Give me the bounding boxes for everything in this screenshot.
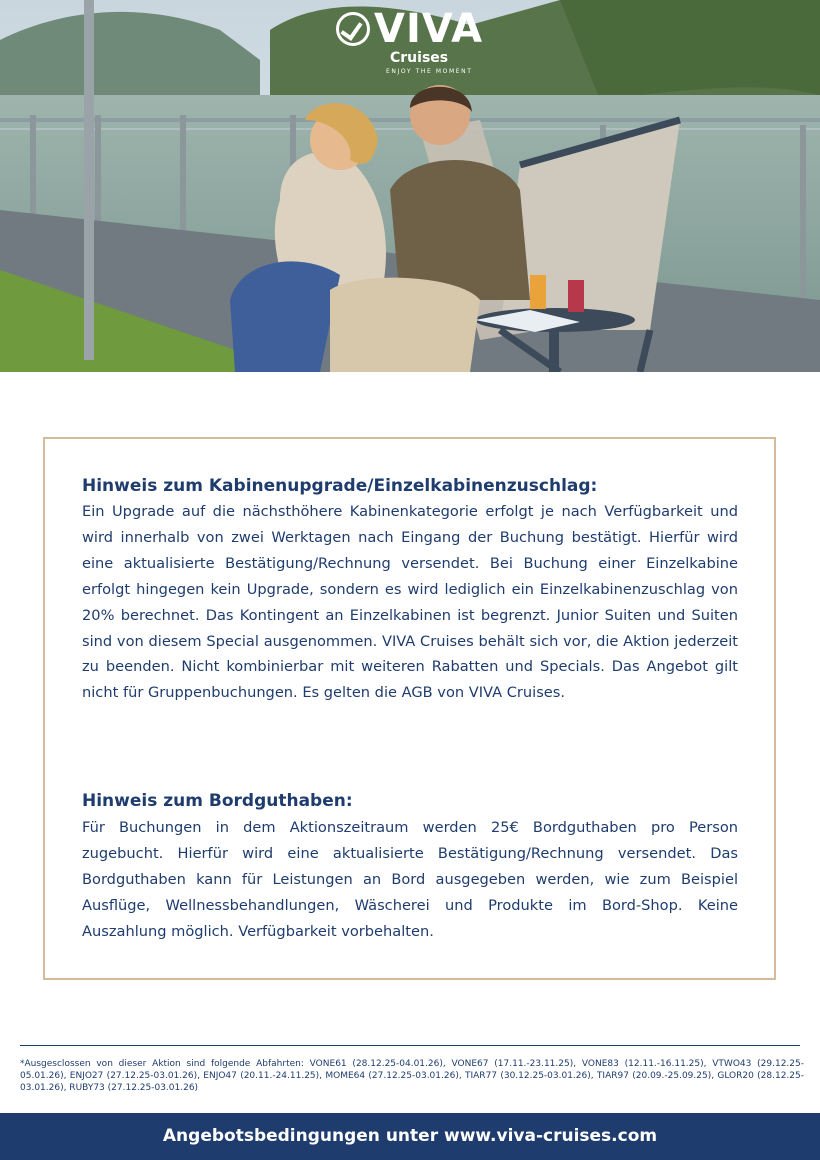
excluded-departures-footnote: *Ausgesclossen von dieser Aktion sind folgende Abfahrten: VONE61 (28.12.25-04.01.26), VONE67 (17.11.-23.11.25), VONE83 (12.11.-16.11.25), VTWO43 (29.12.25-05.01.26), ENJO27 (27.12.25-03.01.26), ENJO47 (20.11.-24.11.25), MOME64 (27.12.25-03.01.26), TIAR77 (30.12.25-03.01.26), TIAR97 (20.09.-25.09.25), GLOR20 (28.12.25-03.01.26), RUBY73 (27.12.25-03.01.26) xyxy=(20,1059,804,1093)
logo-tagline: ENJOY THE MOMENT xyxy=(386,68,473,75)
hero-photo xyxy=(0,0,820,372)
upgrade-notice-text: Ein Upgrade auf die nächsthöhere Kabinenkategorie erfolgt je nach Verfügbarkeit und wird innerhalb von zwei Werktagen nach Eingang der Buchung bestätigt. Hierfür wird eine aktualisierte Bestätigung/Rechnung versendet. Bei Buchung einer Einzelkabine erfolgt hingegen kein Upgrade, sondern es wird lediglich ein Einzelkabinenzuschlag von 20% berechnet. Das Kontingent an Einzelkabinen ist begrenzt. Junior Suiten und Suiten sind von diesem Special ausgenommen. VIVA Cruises behält sich vor, die Aktion jederzeit zu beenden. Nicht kombinierbar mit weiteren Rabatten und Specials. Das Angebot gilt nicht für Gruppenbuchungen. Es gelten die AGB von VIVA Cruises. xyxy=(82,503,738,702)
footnote-divider xyxy=(20,1045,800,1046)
credit-notice-title: Hinweis zum Bordguthaben: xyxy=(82,791,353,811)
footer-link[interactable]: Angebotsbedingungen unter www.viva-cruises.com xyxy=(162,1126,658,1146)
logo-wordmark: VIVA xyxy=(374,6,484,52)
logo-subtitle: Cruises xyxy=(390,50,449,66)
viva-cruises-logo xyxy=(336,6,486,80)
footer-bar xyxy=(0,1113,820,1160)
credit-notice-text: Für Buchungen in dem Aktionszeitraum werden 25€ Bordguthaben pro Person zugebucht. Hierfür wird eine aktualisierte Bestätigung/Rechnung versendet. Das Bordguthaben kann für Leistungen an Bord ausgegeben werden, wie zum Beispiel Ausflüge, Wellnessbehandlungen, Wäscherei und Produkte im Bord-Shop. Keine Auszahlung möglich. Verfügbarkeit vorbehalten. xyxy=(82,819,738,940)
viva-checkmark-icon xyxy=(336,12,370,46)
upgrade-notice-title: Hinweis zum Kabinenupgrade/Einzelkabinenzuschlag: xyxy=(82,476,598,496)
